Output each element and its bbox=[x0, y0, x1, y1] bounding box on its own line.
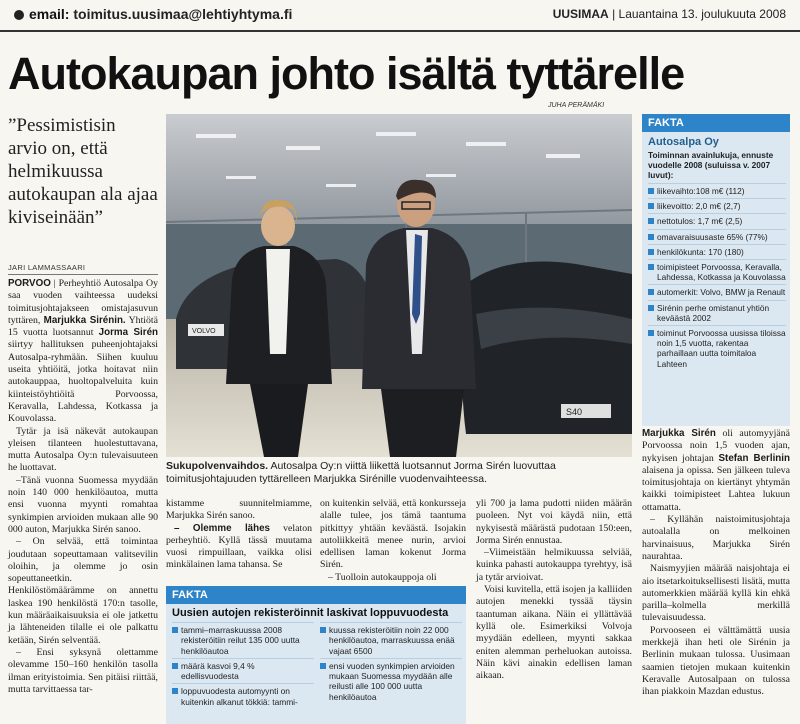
fact-box-registrations bbox=[166, 586, 466, 724]
article-column-1 bbox=[8, 278, 158, 696]
text-run: velaton perheyhtiö. Kyllä tässä muutama vuosi rimpuillaan, vaikka olisi minkälainen lama tahansa. Se bbox=[166, 522, 312, 571]
paragraph: –Tänä vuonna Suomessa myydään noin 140 000 henkilöautoa, mutta ensi vuonna myynti romahtaa synkimpien arvioiden mukaan alle 90 000 auton, Marjukka Sirén sanoo. bbox=[8, 474, 158, 535]
photo-illustration bbox=[166, 114, 632, 457]
fact-column-right bbox=[320, 622, 462, 704]
text-run: alaisena ja opissa. Sen jälkeen tuleva toimitusjohtaja on kiertänyt yhtymän kaikki toimipisteet Lahtea lukuun ottamatta. bbox=[642, 464, 790, 513]
fact-list bbox=[642, 183, 790, 371]
fact-item: automerkit: Volvo, BMW ja Renault bbox=[648, 284, 786, 299]
paragraph: yli 700 ja lama pudotti niiden määrän puoleen. Nyt voi käydä niin, että nykyisestä määrästä pudotaan 150:een, Jorma Sirén ennustaa. bbox=[476, 498, 632, 546]
paper-name: UUSIMAA bbox=[552, 7, 609, 21]
masthead-right bbox=[553, 7, 786, 21]
paragraph bbox=[166, 523, 312, 572]
photo-caption bbox=[166, 460, 632, 486]
text-run: siirtyy hallituksen puheenjohtajaksi Autosalpa-ryhmään. Siihen kuuluu useita yhtiöitä, jotka hoitavat niin autokauppaa, huoltopalveluita kuin kiinteistöyhtiöitä Porvoossa, Keravalla, Lahdessa, Kotkassa ja Kouvolassa. bbox=[8, 339, 158, 425]
showroom-photo bbox=[166, 114, 632, 457]
bullet-icon bbox=[14, 10, 24, 20]
fact-item: kuussa rekisteröitiin noin 22 000 henkilöautoa, marraskuussa enää vajaat 6500 bbox=[320, 622, 462, 658]
fact-item: tammi–marraskuussa 2008 rekisteröitiin reilut 135 000 uutta henkilöautoa bbox=[172, 622, 314, 658]
car-plate-right: S40 bbox=[566, 407, 583, 417]
fact-item: Sirénin perhe omistanut yhtiön keväästä 2002 bbox=[648, 300, 786, 325]
fact-item: henkilökunta: 170 (180) bbox=[648, 244, 786, 259]
person-name: Stefan Berlinin bbox=[718, 452, 790, 464]
fact-box-company bbox=[642, 114, 790, 426]
person-name: Jorma Sirén bbox=[98, 327, 158, 339]
fact-item: liikevoitto: 2,0 m€ (2,7) bbox=[648, 198, 786, 213]
person-name: Marjukka Sirén bbox=[642, 428, 716, 439]
paragraph bbox=[642, 428, 790, 514]
person-name: Marjukka Sirénin. bbox=[43, 314, 126, 326]
article-column-5 bbox=[642, 428, 790, 699]
paragraph-lead: – Olemme lähes bbox=[174, 522, 271, 534]
fact-box-company-name: Autosalpa Oy bbox=[648, 136, 719, 148]
email-line bbox=[14, 6, 292, 22]
paragraph: Porvooseen ei välttämättä uusia merkkejä ihan heti ole Sirénin ja Berlinin mukaan tulossa. Uusimaan saamien tietojen mukaan kuitenkin Keravalle Autosalpaan on tulossa ihan piakkoin Mazdan edustus. bbox=[642, 624, 790, 698]
fact-box-header: FAKTA bbox=[642, 114, 790, 132]
email-label: email: bbox=[29, 6, 70, 22]
paragraph: –Viimeistään helmikuussa selviää, kuinka pahasti autokauppa tyrehtyy, isä ja tytär arvioivat. bbox=[476, 547, 632, 583]
byline: JARI LAMMASSAARI bbox=[8, 263, 86, 272]
text-run: oli automyyjänä Porvoossa noin 1,5 vuoden ajan, nykyisen johtajan bbox=[642, 428, 791, 464]
photo-credit: JUHA PERÄMÄKI bbox=[548, 102, 605, 109]
fact-column-left bbox=[172, 622, 314, 709]
headline: Autokaupan johto isältä tyttärelle bbox=[8, 48, 685, 99]
caption-lead: Sukupolvenvaihdos. bbox=[166, 460, 269, 472]
paragraph: – Kyllähän naistoimitusjohtaja autoalalla on melkoinen harvinaisuus, Marjukka Sirén naurahtaa. bbox=[642, 514, 790, 562]
paragraph: Tytär ja isä näkevät autokaupan yleisen tilanteen huolestuttavana, mutta Autosalpa Oy:n tulevaisuuteen he luottavat. bbox=[8, 425, 158, 474]
paragraph: Voisi kuvitella, että isojen ja kalliiden autojen menekki tyssää täysin taantuman aikana. Näin ei yllättävää kyllä ole. Esimerkiksi Volvoja myydään edelleen, myynti sakkaa eniten alemman perheluokan autoissa. Näin kävi ainakin edellisen laman aikaan. bbox=[476, 584, 632, 682]
text-run: | Perheyhtiö Autosalpa Oy saa vuoden vaihteessa uudeksi toimitusjohtajakseen omistajasuvun tyttären, bbox=[8, 278, 158, 326]
article-column-4 bbox=[476, 498, 632, 682]
fact-item: omavaraisuusaste 65% (77%) bbox=[648, 229, 786, 244]
fact-item: loppuvuodesta automyynti on kuitenkin alkanut tökkiä: tammi- bbox=[172, 683, 314, 709]
paragraph: Naismyyjien määrää naisjohtaja ei aio itsetarkoituksellisesti lisätä, mutta automerkkien määrää kyllä kin ehkä parilla–kolmella merkillä tulevaisuudessa. bbox=[642, 563, 790, 624]
paragraph: – Ensi syksynä olettamme olevamme 150–160 henkilön tasolla ilman erityistoimia. Sen pitäisi riittää, mutta tarvittaessa tar- bbox=[8, 646, 158, 695]
paragraph bbox=[8, 278, 158, 426]
dateline: PORVOO bbox=[8, 278, 51, 289]
fact-item: ensi vuoden synkimpien arvioiden mukaan Suomessa myydään alle reilusti alle 100 000 uutta henkilöautoa bbox=[320, 658, 462, 704]
fact-item: toiminut Porvoossa uusissa tiloissa noin 1,5 vuotta, rakentaa parhaillaan uutta toimitaloa Lahteen bbox=[648, 325, 786, 371]
fact-item: määrä kasvoi 9,4 % edellisvuodesta bbox=[172, 658, 314, 684]
fact-box-subtitle: Toiminnan avainlukuja, ennuste vuodelle 2008 (suluissa v. 2007 luvut): bbox=[648, 150, 774, 180]
fact-item: nettotulos: 1,7 m€ (2,5) bbox=[648, 213, 786, 228]
article-column-2 bbox=[166, 498, 312, 572]
paragraph: – Tuolloin autokauppoja oli bbox=[328, 571, 437, 583]
fact-box-title: Uusien autojen rekisteröinnit laskivat loppuvuodesta bbox=[172, 607, 449, 619]
paragraph: kistamme suunnitelmiamme, Marjukka Sirén sanoo. bbox=[166, 498, 312, 522]
article-column-3 bbox=[320, 498, 466, 584]
issue-date: | Lauantaina 13. joulukuuta 2008 bbox=[612, 7, 786, 21]
fact-item: liikevaihto:108 m€ (112) bbox=[648, 183, 786, 198]
text-run: Yhtiötä 15 vuotta luotsannut bbox=[8, 314, 158, 339]
pull-quote: ”Pessimistisin arvio on, että helmikuussa autokaupan ala ajaa kiviseinään” bbox=[8, 115, 158, 228]
divider bbox=[8, 274, 158, 275]
masthead-bar bbox=[0, 0, 800, 32]
fact-box-header: FAKTA bbox=[166, 586, 466, 604]
fact-item: toimipisteet Porvoossa, Keravalla, Lahdessa, Kotkassa ja Kouvolassa bbox=[648, 259, 786, 284]
car-plate-left: VOLVO bbox=[192, 328, 216, 335]
caption-text: Autosalpa Oy:n viittä liikettä luotsannut Jorma Sirén luovuttaa toimitusjohtajuuden tyttärelleen Marjukka Sirénille vuodenvaihteessa. bbox=[166, 460, 556, 485]
paragraph: – On selvää, että toimintaa joudutaan sopeuttamaan valitsevilin oloihin, ja olemme jo osin sopeuttaneetkin. Henkilöstömäärämme on annettu laskea 190 henkilöstä 170:n tasolle, kun määräaikaisuuksia ei ole jatkettu ja lähteneiden tilalle ei ole palkattu ketään, Sirén selventää. bbox=[8, 536, 158, 646]
paragraph: on kuitenkin selvää, että konkursseja alalle tulee, jos tämä taantuma pitkittyy yhtään keväästä. Isojakin autoliikkeitä menee nurin, arvioi edellisen laman kokenut Jorma Sirén. bbox=[320, 498, 466, 571]
email-address[interactable]: toimitus.uusimaa@lehtiyhtyma.fi bbox=[73, 6, 293, 22]
